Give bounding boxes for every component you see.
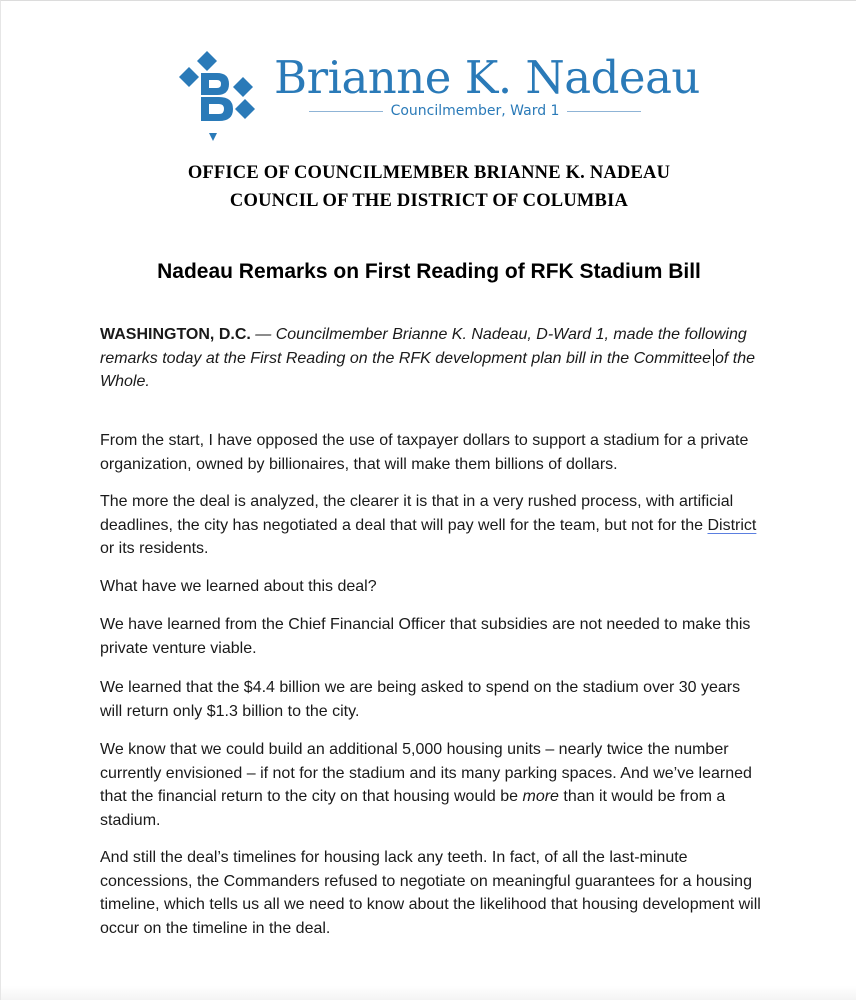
subtitle-rule-left xyxy=(309,111,383,112)
office-heading-line1: OFFICE OF COUNCILMEMBER BRIANNE K. NADEAU xyxy=(187,163,671,183)
paragraph-text: than it would be from a stadium. xyxy=(100,788,726,829)
paragraph-text: We have learned from the Chief Financial Officer that subsidies are not needed to make this private venture viable. xyxy=(100,616,751,657)
press-release-title: Nadeau Remarks on First Reading of RFK Stadium Bill xyxy=(157,260,701,283)
lead-paragraph[interactable] xyxy=(100,323,765,394)
body-paragraph-5[interactable] xyxy=(100,676,765,723)
body-paragraph-1[interactable] xyxy=(100,429,765,476)
emphasized-word: more xyxy=(522,788,559,805)
body-paragraph-7[interactable] xyxy=(100,846,765,940)
paragraph-text: What have we learned about this deal? xyxy=(100,578,377,595)
paragraph-text: We learned that the $4.4 billion we are being asked to spend on the stadium over 30 years will return only $1.3 billion to the city. xyxy=(100,679,741,720)
spellcheck-flagged-word[interactable]: District xyxy=(707,516,757,534)
paragraph-text: We know that we could build an additional 5,000 housing units – nearly twice the number currently envisioned – if not for the stadium and its many parking spaces. And we’ve learned that the financial return to the city on that housing would be xyxy=(100,741,752,805)
text-cursor xyxy=(713,349,714,366)
body-paragraph-2[interactable] xyxy=(100,490,765,561)
dateline: WASHINGTON, D.C. xyxy=(100,326,251,343)
letterhead-subtitle: Councilmember, Ward 1 xyxy=(390,103,560,119)
letterhead-subtitle-row xyxy=(309,101,641,121)
lead-text-after-cursor: of the Whole. xyxy=(100,349,755,390)
body-paragraph-3[interactable] xyxy=(100,575,765,599)
nadeau-logo-icon xyxy=(177,51,257,143)
subtitle-rule-right xyxy=(567,111,641,112)
letterhead-name: Brianne K. Nadeau xyxy=(274,51,700,104)
paragraph-text: From the start, I have opposed the use of taxpayer dollars to support a stadium for a private organization, owned by billionaires, that will make them billions of dollars. xyxy=(100,432,749,473)
body-paragraph-6[interactable] xyxy=(100,738,765,832)
body-paragraph-4[interactable] xyxy=(100,613,765,660)
lead-text-before-cursor: — Councilmember Brianne K. Nadeau, D-Ward 1, made the following remarks today at the First Reading on the RFK development plan bill in the Committee xyxy=(100,326,747,367)
office-heading-line2: COUNCIL OF THE DISTRICT OF COLUMBIA xyxy=(229,191,629,211)
page-bottom-shade xyxy=(1,986,856,1000)
paragraph-text: The more the deal is analyzed, the clearer it is that in a very rushed process, with artificial deadlines, the city has negotiated a deal that will pay well for the team, but not for the xyxy=(100,493,734,534)
paragraph-text: And still the deal’s timelines for housing lack any teeth. In fact, of all the last-minute concessions, the Commanders refused to negotiate on meaningful guarantees for a housing timeline, which tells us all we need to know about the likelihood that housing development will occur on the timeline in the deal. xyxy=(100,849,761,937)
paragraph-text: or its residents. xyxy=(100,540,209,557)
